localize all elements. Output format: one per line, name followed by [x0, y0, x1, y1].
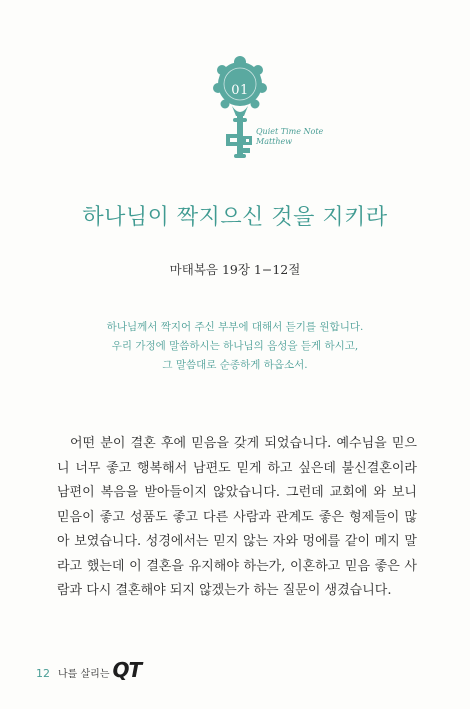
key-emblem-icon — [207, 54, 327, 166]
chapter-number: 01 — [231, 83, 249, 98]
scripture-reference: 마태복음 19장 1−12절 — [169, 262, 301, 277]
body-paragraph: 어떤 분이 결혼 후에 믿음을 갖게 되었습니다. 예수님을 믿으니 너무 좋고 행복해서 남편도 믿게 하고 싶은데 불신결혼이라 남편이 복음을 받아들이지 않았습니다. 그런데 교회에 와 보니 믿음이 좋고 성품도 좋고 다른 사람과 관계도 좋은 형제들이 많아 보였습니다. 성경에서는 믿지 않는 자와 멍에를 같이 메지 말라고 했는데 이 결혼을 유지해야 하는가, 이혼하고 믿음 좋은 사람과 다시 결혼해야 되지 않겠는가 하는 질문이 생겼습니다. — [57, 436, 417, 598]
page-footer — [36, 658, 141, 682]
caption-line-1: Quiet Time Note — [256, 127, 324, 136]
prayer-line: 우리 가정에 말씀하시는 하나님의 음성을 듣게 하시고, — [111, 340, 359, 352]
page-number: 12 — [36, 667, 50, 680]
prayer-line: 그 말씀대로 순종하게 하옵소서. — [162, 359, 308, 371]
book-title-small: 나를 살리는 — [58, 669, 110, 680]
book-title — [58, 658, 141, 682]
caption-line-2: Matthew — [256, 137, 293, 146]
page-title: 하나님이 짝지으신 것을 지키라 — [82, 205, 388, 230]
opening-prayer — [60, 318, 410, 375]
book-title-accent: QT — [112, 658, 142, 682]
prayer-line: 하나님께서 짝지어 주신 부부에 대해서 듣기를 원합니다. — [106, 321, 364, 333]
quiet-time-caption — [256, 127, 323, 147]
